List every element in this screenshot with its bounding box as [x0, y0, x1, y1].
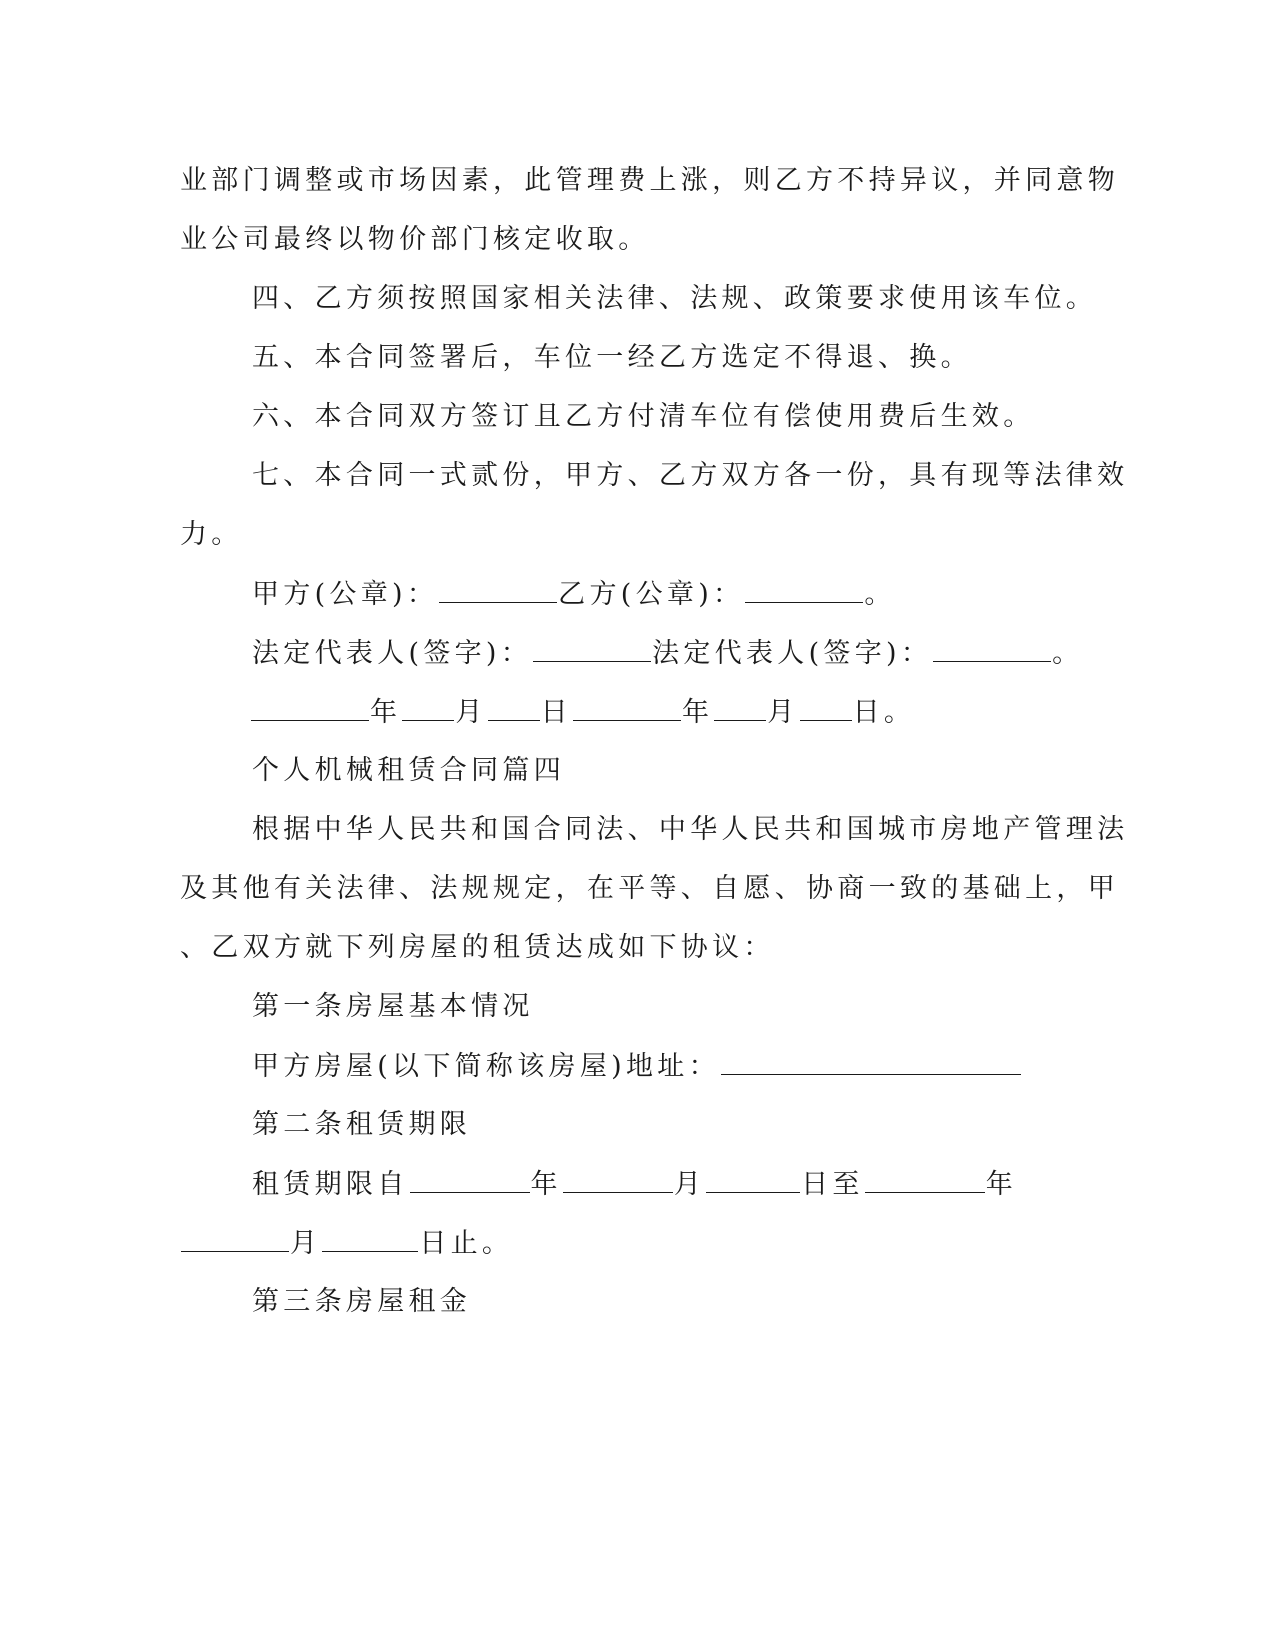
clause-five: 五、本合同签署后，车位一经乙方选定不得退、换。	[252, 342, 972, 373]
year-label: 年	[530, 1169, 562, 1200]
address-blank[interactable]	[721, 1049, 1021, 1075]
paragraph-line: 业公司最终以物价部门核定收取。	[180, 224, 650, 255]
year-label: 年	[985, 1169, 1018, 1200]
term-prefix: 租赁期限自	[252, 1169, 409, 1200]
party-b-seal-blank[interactable]	[745, 577, 863, 603]
representative-signature-line	[252, 636, 1083, 671]
lease-term-line	[252, 1167, 1017, 1202]
article-three-heading: 第三条房屋租金	[252, 1286, 472, 1317]
signing-date-line	[250, 695, 915, 730]
party-a-seal-blank[interactable]	[439, 577, 557, 603]
date-b-month-blank[interactable]	[714, 695, 766, 721]
end-day-blank[interactable]	[322, 1226, 418, 1252]
start-day-blank[interactable]	[706, 1167, 800, 1193]
month-label: 月	[673, 1169, 706, 1200]
party-b-representative-label: 法定代表人(签字)：	[652, 638, 933, 669]
address-label: 甲方房屋(以下简称该房屋)地址：	[252, 1051, 720, 1082]
lease-term-line-continued	[180, 1226, 513, 1261]
term-to-label: 日至	[801, 1169, 864, 1200]
clause-seven: 七、本合同一式贰份，甲方、乙方双方各一份，具有现等法律效	[252, 460, 1129, 491]
article-two-heading: 第二条租赁期限	[252, 1109, 472, 1140]
start-year-blank[interactable]	[410, 1167, 530, 1193]
party-a-representative-label: 法定代表人(签字)：	[252, 638, 533, 669]
year-label: 年	[370, 697, 402, 728]
signature-seal-line	[252, 577, 896, 612]
end-year-blank[interactable]	[865, 1167, 985, 1193]
end-month-blank[interactable]	[181, 1226, 289, 1252]
section-heading: 个人机械租赁合同篇四	[252, 755, 565, 786]
date-b-day-blank[interactable]	[800, 695, 852, 721]
address-line	[252, 1049, 1022, 1084]
month-label: 月	[290, 1228, 322, 1259]
year-label: 年	[681, 697, 714, 728]
date-a-year-blank[interactable]	[251, 695, 369, 721]
date-b-year-blank[interactable]	[573, 695, 681, 721]
clause-seven-continued: 力。	[180, 519, 243, 550]
period-mark: 。	[1052, 638, 1084, 669]
intro-line: 根据中华人民共和国合同法、中华人民共和国城市房地产管理法	[252, 814, 1129, 845]
date-a-day-blank[interactable]	[488, 695, 540, 721]
party-b-representative-blank[interactable]	[933, 636, 1051, 662]
party-b-seal-label: 乙方(公章)：	[558, 579, 745, 610]
intro-line: 、乙双方就下列房屋的租赁达成如下协议：	[180, 932, 775, 963]
day-end-label: 日。	[852, 697, 916, 728]
article-one-heading: 第一条房屋基本情况	[252, 991, 534, 1022]
clause-six: 六、本合同双方签订且乙方付清车位有偿使用费后生效。	[252, 401, 1035, 432]
start-month-blank[interactable]	[563, 1167, 673, 1193]
party-a-seal-label: 甲方(公章)：	[252, 579, 439, 610]
date-a-month-blank[interactable]	[402, 695, 454, 721]
period-mark: 。	[864, 579, 896, 610]
party-a-representative-blank[interactable]	[533, 636, 651, 662]
month-label: 月	[767, 697, 799, 728]
paragraph-line: 业部门调整或市场因素，此管理费上涨，则乙方不持异议，并同意物	[180, 165, 1119, 196]
day-label: 日	[540, 697, 572, 728]
intro-line: 及其他有关法律、法规规定，在平等、自愿、协商一致的基础上，甲	[180, 873, 1119, 904]
term-end-label: 日止。	[419, 1228, 514, 1259]
clause-four: 四、乙方须按照国家相关法律、法规、政策要求使用该车位。	[252, 283, 1098, 314]
month-label: 月	[455, 697, 487, 728]
